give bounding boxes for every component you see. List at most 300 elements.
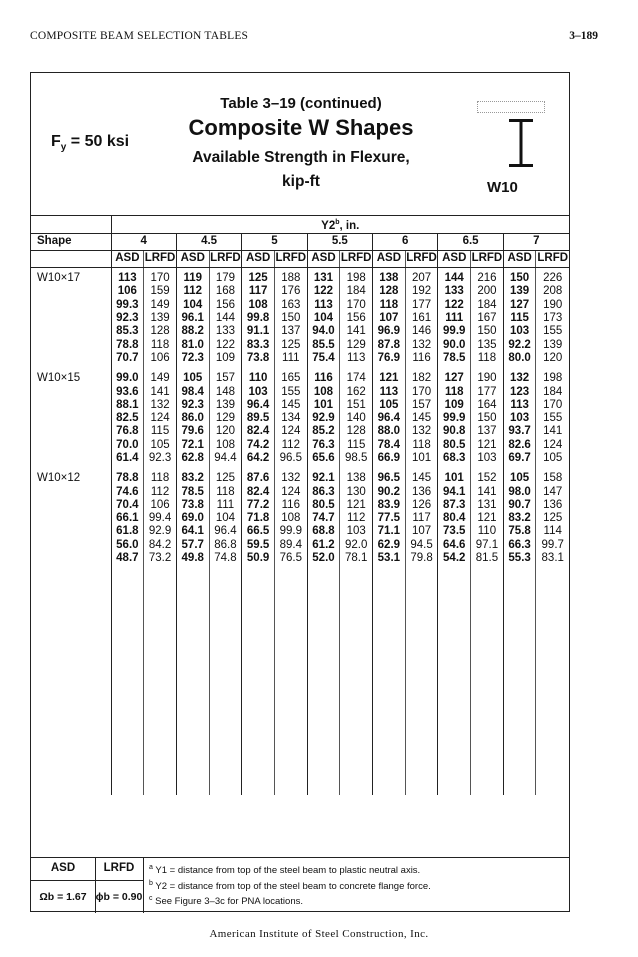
lrfd-value: 81.5 bbox=[471, 552, 504, 565]
asd-value: 90.7 bbox=[503, 499, 536, 512]
lrfd-value: 156 bbox=[209, 299, 242, 312]
asd-value: 96.5 bbox=[373, 472, 406, 485]
lrfd-value: 141 bbox=[340, 325, 373, 338]
asd-value: 73.8 bbox=[176, 499, 209, 512]
phi-value: ϕb = 0.90 bbox=[95, 891, 143, 903]
lrfd-value: 96.5 bbox=[274, 452, 307, 465]
asd-header: ASD bbox=[176, 251, 209, 268]
lrfd-value: 150 bbox=[471, 325, 504, 338]
lrfd-value: 150 bbox=[471, 412, 504, 425]
asd-value: 80.5 bbox=[438, 439, 471, 452]
asd-value: 71.1 bbox=[373, 525, 406, 538]
asd-value: 89.5 bbox=[242, 412, 275, 425]
asd-value: 73.5 bbox=[438, 525, 471, 538]
asd-value: 105 bbox=[176, 372, 209, 385]
shape-header-label: Shape bbox=[31, 234, 111, 251]
lrfd-value: 147 bbox=[536, 486, 569, 499]
asd-value: 125 bbox=[242, 268, 275, 286]
asd-value: 110 bbox=[242, 372, 275, 385]
lrfd-value: 176 bbox=[274, 285, 307, 298]
asd-value: 82.5 bbox=[116, 412, 139, 425]
lrfd-value: 192 bbox=[405, 285, 438, 298]
table-row bbox=[31, 486, 569, 499]
asd-value: 132 bbox=[503, 372, 536, 385]
lrfd-value: 132 bbox=[405, 425, 438, 438]
lrfd-value: 145 bbox=[274, 399, 307, 412]
asd-value: 80.0 bbox=[503, 352, 536, 365]
lrfd-value: 92.9 bbox=[144, 525, 177, 538]
lrfd-value: 148 bbox=[209, 386, 242, 399]
lrfd-value: 190 bbox=[471, 372, 504, 385]
lrfd-header: LRFD bbox=[536, 251, 569, 268]
table-row bbox=[31, 425, 569, 438]
lrfd-value: 125 bbox=[536, 512, 569, 525]
lrfd-value: 132 bbox=[405, 339, 438, 352]
table-row bbox=[31, 386, 569, 399]
lrfd-value: 115 bbox=[340, 439, 373, 452]
page-header-left: COMPOSITE BEAM SELECTION TABLES bbox=[30, 30, 249, 42]
lrfd-value: 190 bbox=[536, 299, 569, 312]
asd-value: 83.2 bbox=[503, 512, 536, 525]
asd-value: 69.0 bbox=[176, 512, 209, 525]
asd-value: 82.4 bbox=[242, 425, 275, 438]
shape-label bbox=[31, 486, 111, 499]
table-row bbox=[31, 312, 569, 325]
shape-label bbox=[31, 539, 111, 552]
asd-value: 76.8 bbox=[116, 425, 139, 438]
lrfd-value: 133 bbox=[209, 325, 242, 338]
lrfd-value: 164 bbox=[471, 399, 504, 412]
table-row bbox=[31, 412, 569, 425]
asd-value: 103 bbox=[503, 325, 536, 338]
asd-value: 88.1 bbox=[116, 398, 139, 411]
lrfd-value: 137 bbox=[274, 325, 307, 338]
lrfd-value: 167 bbox=[471, 312, 504, 325]
lrfd-value: 155 bbox=[274, 386, 307, 399]
page-number: 3–189 bbox=[569, 30, 598, 42]
table-row bbox=[31, 372, 569, 385]
asd-value: 101 bbox=[307, 399, 340, 412]
lrfd-value: 157 bbox=[405, 399, 438, 412]
asd-value: 104 bbox=[307, 312, 340, 325]
lrfd-value: 110 bbox=[471, 525, 504, 538]
lrfd-value: 112 bbox=[340, 512, 373, 525]
lrfd-value: 103 bbox=[340, 525, 373, 538]
table-footer bbox=[31, 857, 569, 913]
asd-value: 70.7 bbox=[116, 351, 139, 364]
lrfd-header: LRFD bbox=[340, 251, 373, 268]
lrfd-value: 106 bbox=[144, 499, 177, 512]
lrfd-value: 128 bbox=[340, 425, 373, 438]
lrfd-value: 112 bbox=[274, 439, 307, 452]
shape-label: W10×15 bbox=[31, 372, 111, 385]
asd-value: 117 bbox=[242, 285, 275, 298]
lrfd-value: 173 bbox=[536, 312, 569, 325]
lrfd-value: 126 bbox=[405, 499, 438, 512]
shape-header-blank bbox=[31, 251, 111, 268]
asd-value: 78.8 bbox=[116, 472, 139, 485]
table-number: Table 3–19 (continued) bbox=[220, 95, 382, 112]
lrfd-value: 170 bbox=[405, 386, 438, 399]
lrfd-value: 106 bbox=[144, 352, 177, 365]
asd-value: 59.5 bbox=[242, 539, 275, 552]
shape-label bbox=[31, 439, 111, 452]
asd-value: 54.2 bbox=[438, 552, 471, 565]
asd-value: 96.4 bbox=[373, 412, 406, 425]
table-row bbox=[31, 525, 569, 538]
asd-value: 74.2 bbox=[242, 439, 275, 452]
lrfd-value: 139 bbox=[536, 339, 569, 352]
lrfd-value: 121 bbox=[471, 439, 504, 452]
lrfd-value: 157 bbox=[209, 372, 242, 385]
asd-value: 82.6 bbox=[503, 439, 536, 452]
lrfd-value: 99.4 bbox=[144, 512, 177, 525]
asd-value: 87.3 bbox=[438, 499, 471, 512]
asd-value: 55.3 bbox=[503, 552, 536, 565]
asd-value: 78.5 bbox=[176, 486, 209, 499]
asd-value: 93.6 bbox=[116, 385, 139, 398]
asd-value: 98.0 bbox=[503, 486, 536, 499]
asd-value: 99.9 bbox=[438, 325, 471, 338]
asd-value: 73.8 bbox=[242, 352, 275, 365]
lrfd-value: 96.4 bbox=[209, 525, 242, 538]
lrfd-value: 208 bbox=[536, 285, 569, 298]
asd-value: 92.2 bbox=[503, 339, 536, 352]
asd-value: 77.5 bbox=[373, 512, 406, 525]
asd-value: 118 bbox=[373, 299, 406, 312]
lrfd-value: 124 bbox=[144, 412, 177, 425]
asd-value: 138 bbox=[373, 268, 406, 286]
lrfd-value: 138 bbox=[340, 472, 373, 485]
lrfd-value: 114 bbox=[536, 525, 569, 538]
lrfd-value: 198 bbox=[340, 268, 373, 286]
asd-value: 113 bbox=[118, 272, 137, 285]
asd-value: 70.0 bbox=[116, 438, 139, 451]
lrfd-value: 118 bbox=[405, 439, 438, 452]
lrfd-value: 117 bbox=[405, 512, 438, 525]
asd-value: 85.5 bbox=[307, 339, 340, 352]
asd-value: 78.8 bbox=[116, 338, 139, 351]
asd-value: 64.2 bbox=[242, 452, 275, 465]
table-row bbox=[31, 352, 569, 365]
lrfd-value: 158 bbox=[536, 472, 569, 485]
lrfd-value: 89.4 bbox=[274, 539, 307, 552]
lrfd-value: 149 bbox=[144, 299, 177, 312]
asd-value: 103 bbox=[242, 386, 275, 399]
shape-label bbox=[31, 352, 111, 365]
shape-label bbox=[31, 339, 111, 352]
lrfd-value: 168 bbox=[209, 285, 242, 298]
asd-value: 108 bbox=[242, 299, 275, 312]
asd-value: 150 bbox=[503, 268, 536, 286]
lrfd-value: 149 bbox=[144, 372, 177, 385]
lrfd-value: 128 bbox=[144, 325, 177, 338]
y2-value: 4 bbox=[111, 234, 176, 251]
asd-value: 116 bbox=[307, 372, 340, 385]
asd-header: ASD bbox=[111, 251, 144, 268]
lrfd-value: 105 bbox=[144, 439, 177, 452]
asd-value: 53.1 bbox=[373, 552, 406, 565]
y2-value: 5.5 bbox=[307, 234, 372, 251]
table-row bbox=[31, 552, 569, 565]
asd-value: 104 bbox=[176, 299, 209, 312]
lrfd-value: 92.0 bbox=[340, 539, 373, 552]
lrfd-value: 94.5 bbox=[405, 539, 438, 552]
lrfd-header: LRFD bbox=[144, 251, 177, 268]
asd-value: 66.9 bbox=[373, 452, 406, 465]
asd-value: 113 bbox=[307, 299, 340, 312]
lrfd-value: 111 bbox=[209, 499, 242, 512]
shape-family-label: W10 bbox=[487, 179, 518, 196]
lrfd-value: 94.4 bbox=[209, 452, 242, 465]
table-row bbox=[31, 539, 569, 552]
lrfd-value: 118 bbox=[471, 352, 504, 365]
asd-value: 113 bbox=[373, 386, 406, 399]
lrfd-value: 97.1 bbox=[471, 539, 504, 552]
asd-value: 94.0 bbox=[307, 325, 340, 338]
asd-value: 109 bbox=[438, 399, 471, 412]
asd-value: 131 bbox=[307, 268, 340, 286]
lrfd-value: 120 bbox=[536, 352, 569, 365]
shape-label bbox=[31, 425, 111, 438]
fy-label: $F_y = 50$ ksi bbox=[51, 133, 130, 154]
asd-value: 91.1 bbox=[242, 325, 275, 338]
lrfd-value: 141 bbox=[144, 386, 177, 399]
lrfd-value: 145 bbox=[405, 472, 438, 485]
lrfd-value: 162 bbox=[340, 386, 373, 399]
lrfd-value: 198 bbox=[536, 372, 569, 385]
lrfd-value: 145 bbox=[405, 412, 438, 425]
table-units: kip-ft bbox=[282, 173, 320, 190]
lrfd-value: 74.8 bbox=[209, 552, 242, 565]
lrfd-value: 120 bbox=[209, 425, 242, 438]
asd-value: 57.7 bbox=[176, 539, 209, 552]
asd-value: 61.4 bbox=[116, 451, 139, 464]
shape-label bbox=[31, 525, 111, 538]
lrfd-value: 136 bbox=[536, 499, 569, 512]
footnote-c: $^c$ See Figure 3–3c for PNA locations. bbox=[149, 895, 303, 908]
shape-label bbox=[31, 285, 111, 298]
lrfd-value: 124 bbox=[536, 439, 569, 452]
asd-value: 90.2 bbox=[373, 486, 406, 499]
shape-label bbox=[31, 452, 111, 465]
asd-value: 94.1 bbox=[438, 486, 471, 499]
lrfd-value: 131 bbox=[471, 499, 504, 512]
lrfd-value: 151 bbox=[340, 399, 373, 412]
lrfd-value: 101 bbox=[405, 452, 438, 465]
asd-value: 85.2 bbox=[307, 425, 340, 438]
asd-value: 81.0 bbox=[176, 339, 209, 352]
asd-value: 78.4 bbox=[373, 439, 406, 452]
asd-value: 98.4 bbox=[176, 386, 209, 399]
lrfd-value: 86.8 bbox=[209, 539, 242, 552]
asd-value: 80.4 bbox=[438, 512, 471, 525]
asd-value: 62.8 bbox=[176, 452, 209, 465]
footer-divider bbox=[31, 880, 143, 881]
asd-value: 75.4 bbox=[307, 352, 340, 365]
asd-value: 74.7 bbox=[307, 512, 340, 525]
asd-value: 92.3 bbox=[176, 399, 209, 412]
lrfd-value: 207 bbox=[405, 268, 438, 286]
asd-value: 85.3 bbox=[116, 325, 139, 338]
page-footer: American Institute of Steel Construction, Inc. bbox=[209, 928, 429, 940]
asd-value: 118 bbox=[438, 386, 471, 399]
lrfd-value: 140 bbox=[340, 412, 373, 425]
asd-value: 119 bbox=[176, 268, 209, 286]
table-title: Composite W Shapes bbox=[188, 115, 414, 140]
asd-value: 106 bbox=[117, 285, 137, 298]
lrfd-value: 135 bbox=[471, 339, 504, 352]
lrfd-value: 177 bbox=[471, 386, 504, 399]
lrfd-value: 99.9 bbox=[274, 525, 307, 538]
asd-value: 99.9 bbox=[438, 412, 471, 425]
asd-value: 112 bbox=[176, 285, 209, 298]
lrfd-value: 84.2 bbox=[144, 539, 177, 552]
lrfd-value: 177 bbox=[405, 299, 438, 312]
lrfd-value: 118 bbox=[144, 339, 177, 352]
lrfd-value: 132 bbox=[274, 472, 307, 485]
lrfd-value: 98.5 bbox=[340, 452, 373, 465]
asd-value: 66.3 bbox=[503, 539, 536, 552]
shape-label bbox=[31, 325, 111, 338]
lrfd-value: 141 bbox=[471, 486, 504, 499]
table-row bbox=[31, 325, 569, 338]
lrfd-value: 129 bbox=[209, 412, 242, 425]
lrfd-value: 155 bbox=[536, 325, 569, 338]
asd-value: 48.7 bbox=[116, 552, 139, 565]
asd-value: 108 bbox=[307, 386, 340, 399]
asd-value: 127 bbox=[503, 299, 536, 312]
lrfd-value: 76.5 bbox=[274, 552, 307, 565]
lrfd-value: 132 bbox=[144, 399, 177, 412]
omega-value: Ωb = 1.67 bbox=[39, 891, 87, 903]
lrfd-value: 146 bbox=[405, 325, 438, 338]
asd-value: 105 bbox=[503, 472, 536, 485]
lrfd-value: 184 bbox=[340, 285, 373, 298]
shape-label bbox=[31, 552, 111, 565]
asd-value: 83.3 bbox=[242, 339, 275, 352]
lrfd-value: 161 bbox=[405, 312, 438, 325]
asd-value: 90.8 bbox=[438, 425, 471, 438]
table-row bbox=[31, 285, 569, 298]
lrfd-value: 156 bbox=[340, 312, 373, 325]
asd-header: ASD bbox=[307, 251, 340, 268]
lrfd-value: 104 bbox=[209, 512, 242, 525]
asd-header: ASD bbox=[438, 251, 471, 268]
lrfd-value: 129 bbox=[340, 339, 373, 352]
lrfd-value: 124 bbox=[274, 425, 307, 438]
asd-value: 64.6 bbox=[438, 539, 471, 552]
asd-value: 122 bbox=[307, 285, 340, 298]
asd-value: 83.9 bbox=[373, 499, 406, 512]
y2-value: 6.5 bbox=[438, 234, 503, 251]
asd-value: 139 bbox=[503, 285, 536, 298]
table-row bbox=[31, 299, 569, 312]
asd-value: 68.3 bbox=[438, 452, 471, 465]
asd-value: 88.0 bbox=[373, 425, 406, 438]
asd-value: 82.4 bbox=[242, 486, 275, 499]
lrfd-value: 111 bbox=[274, 352, 307, 365]
lrfd-value: 184 bbox=[536, 386, 569, 399]
asd-value: 103 bbox=[503, 412, 536, 425]
asd-value: 107 bbox=[373, 312, 406, 325]
asd-value: 87.6 bbox=[242, 472, 275, 485]
asd-value: 92.1 bbox=[307, 472, 340, 485]
asd-header: ASD bbox=[373, 251, 406, 268]
asd-value: 144 bbox=[438, 268, 471, 286]
lrfd-value: 124 bbox=[274, 486, 307, 499]
footnote-b: $^b$ Y2 = distance from top of the steel beam to concrete flange force. bbox=[149, 879, 431, 892]
asd-value: 99.8 bbox=[242, 312, 275, 325]
lrfd-value: 78.1 bbox=[340, 552, 373, 565]
asd-value: 99.0 bbox=[116, 372, 139, 385]
asd-value: 68.8 bbox=[307, 525, 340, 538]
asd-cell: ASD Ωb = 1.67 bbox=[31, 858, 96, 913]
asd-value: 83.2 bbox=[176, 472, 209, 485]
lrfd-value: 139 bbox=[144, 312, 177, 325]
asd-value: 62.9 bbox=[373, 539, 406, 552]
asd-value: 50.9 bbox=[242, 552, 275, 565]
shape-label: W10×17 bbox=[31, 268, 111, 286]
lrfd-header: LRFD bbox=[405, 251, 438, 268]
lrfd-value: 134 bbox=[274, 412, 307, 425]
asd-value: 96.1 bbox=[176, 312, 209, 325]
lrfd-value: 105 bbox=[536, 452, 569, 465]
lrfd-value: 118 bbox=[209, 486, 242, 499]
i-beam-icon bbox=[509, 119, 533, 167]
lrfd-value: 73.2 bbox=[144, 552, 177, 565]
lrfd-value: 179 bbox=[209, 268, 242, 286]
lrfd-value: 122 bbox=[209, 339, 242, 352]
lrfd-value: 109 bbox=[209, 352, 242, 365]
shape-label bbox=[31, 499, 111, 512]
table-row bbox=[31, 268, 569, 286]
y2-value: 6 bbox=[373, 234, 438, 251]
lrfd-header: LRFD bbox=[209, 251, 242, 268]
lrfd-value: 150 bbox=[274, 312, 307, 325]
asd-value: 88.2 bbox=[176, 325, 209, 338]
asd-value: 75.8 bbox=[503, 525, 536, 538]
asd-value: 66.5 bbox=[242, 525, 275, 538]
shape-label bbox=[31, 312, 111, 325]
lrfd-value: 99.7 bbox=[536, 539, 569, 552]
footnote-a: $^a$ Y1 = distance from top of the steel beam to plastic neutral axis. bbox=[149, 864, 421, 877]
asd-value: 127 bbox=[438, 372, 471, 385]
asd-value: 49.8 bbox=[176, 552, 209, 565]
asd-value: 61.2 bbox=[307, 539, 340, 552]
lrfd-value: 115 bbox=[144, 425, 177, 438]
table-row bbox=[31, 399, 569, 412]
asd-value: 96.9 bbox=[373, 325, 406, 338]
y2-value: 7 bbox=[503, 234, 569, 251]
lrfd-value: 159 bbox=[144, 285, 177, 298]
asd-value: 64.1 bbox=[176, 525, 209, 538]
asd-value: 99.3 bbox=[116, 298, 139, 311]
asd-value: 69.7 bbox=[503, 452, 536, 465]
lrfd-value: 137 bbox=[471, 425, 504, 438]
table-box bbox=[30, 72, 570, 912]
asd-value: 86.0 bbox=[176, 412, 209, 425]
shape-label bbox=[31, 299, 111, 312]
y2-value: 4.5 bbox=[176, 234, 241, 251]
lrfd-value: 121 bbox=[471, 512, 504, 525]
footnotes bbox=[149, 862, 431, 909]
asd-value: 87.8 bbox=[373, 339, 406, 352]
lrfd-value: 130 bbox=[340, 486, 373, 499]
lrfd-value: 174 bbox=[340, 372, 373, 385]
asd-value: 111 bbox=[438, 312, 471, 325]
asd-value: 113 bbox=[503, 399, 536, 412]
